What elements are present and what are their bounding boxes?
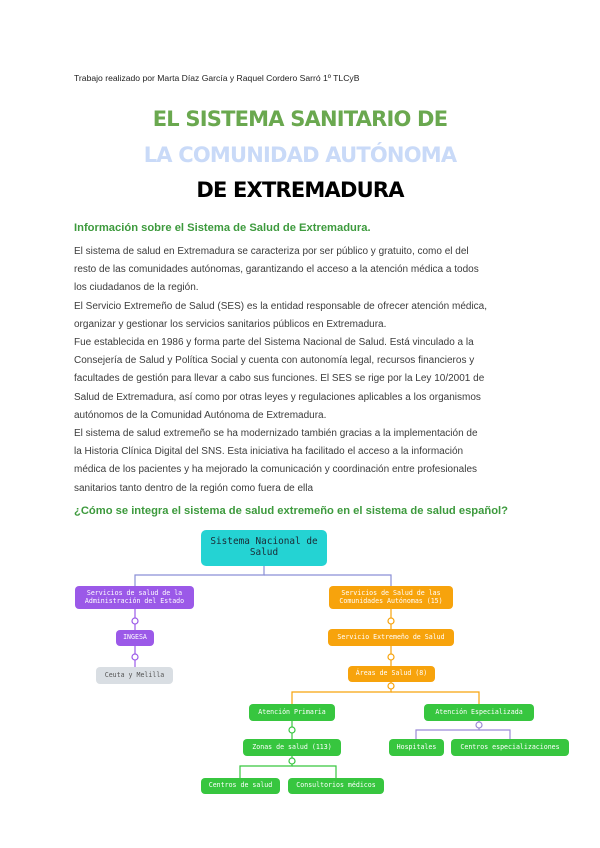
connector-zones-centers [240,756,292,778]
connector-root-state [135,566,264,586]
body-line: médica de los pacientes y ha mejorado la comunicación y coordinación entre profesionales [74,464,478,476]
section-heading-info: Información sobre el Sistema de Salud de Extremadura. [74,222,371,234]
node-hospitals: Hospitales [389,739,444,756]
connector-dot [388,683,394,689]
connector-dot [289,727,295,733]
title-line-3: DE EXTREMADURA [196,178,404,202]
body-line: El sistema de salud en Extremadura se caracteriza por ser público y gratuito, como el del [74,246,469,257]
connector-dot [388,654,394,660]
node-health-centers: Centros de salud [201,778,280,794]
connector-zones-offices [292,766,336,778]
body-line: facultades de gestión para llevar a cabo sus funciones. El SES se rige por la Ley 10/2001 de [74,373,485,385]
node-primary-care: Atención Primaria [249,704,335,721]
connector-dot [476,722,482,728]
body-line: organizar y gestionar los servicios sanitarios públicos en Extremadura. [74,318,387,330]
connector-root-regional [264,575,391,586]
node-specialty-centers: Centros especializaciones [451,739,569,756]
connector-dot [388,618,394,624]
node-specialized-care: Atención Especializada [424,704,534,721]
body-text [74,243,534,498]
body-line: los ciudadanos de la región. [74,282,199,294]
node-sistema-nacional: Sistema Nacional de Salud [201,530,327,566]
body-line: la Historia Clínica Digital del SNS. Esta iniciativa ha facilitado el acceso a la información [74,446,464,458]
connector-dot [132,654,138,660]
body-line: El Servicio Extremeño de Salud (SES) es la entidad responsable de ofrecer atención médica, [74,300,488,312]
body-line: El sistema de salud extremeño se ha modernizado también gracias a la implementación de [74,428,478,440]
body-line: sanitarios tanto dentro de la región como fuera de ella [74,482,314,494]
connector-dot [132,618,138,624]
title-line-2: LA COMUNIDAD AUTÓNOMA [143,143,457,167]
connector-dot [289,758,295,764]
connector-areas-specialized [391,692,479,704]
body-line: Consejería de Salud y Política Social y cuenta con autonomía legal, recursos financieros y [74,355,475,367]
section-heading-integration: ¿Cómo se integra el sistema de salud extremeño en el sistema de salud español? [74,505,508,517]
body-line: resto de las comunidades autónomas, garantizando el acceso a la atención médica a todos [74,264,479,276]
node-ingesa: INGESA [116,630,154,646]
node-state-services: Servicios de salud de la Administración del Estado [75,586,194,609]
node-medical-offices: Consultorios médicos [288,778,384,794]
body-line: Salud de Extremadura, así como por otras leyes y regulaciones aplicables a los organismos [74,391,481,403]
node-ses: Servicio Extremeño de Salud [328,629,454,646]
node-ceuta-melilla: Ceuta y Melilla [96,667,173,684]
connector-specialized-centers [479,730,510,739]
body-line: Fue establecida en 1986 y forma parte del Sistema Nacional de Salud. Está vinculado a la [74,337,474,349]
connector-specialized-hospitals [416,721,479,739]
organization-diagram [0,520,600,820]
body-line: autónomos de la Comunidad Autónoma de Extremadura. [74,409,327,421]
title-line-1: EL SISTEMA SANITARIO DE [152,107,448,131]
node-regional-services: Servicios de Salud de las Comunidades Autónomas (15) [329,586,453,609]
node-areas: Áreas de Salud (8) [348,666,435,682]
node-zones: Zonas de salud (113) [243,739,341,756]
connector-areas-primary [292,682,391,704]
authors-line: Trabajo realizado por Marta Díaz García y Raquel Cordero Sarró 1º TLCyB [74,73,360,83]
